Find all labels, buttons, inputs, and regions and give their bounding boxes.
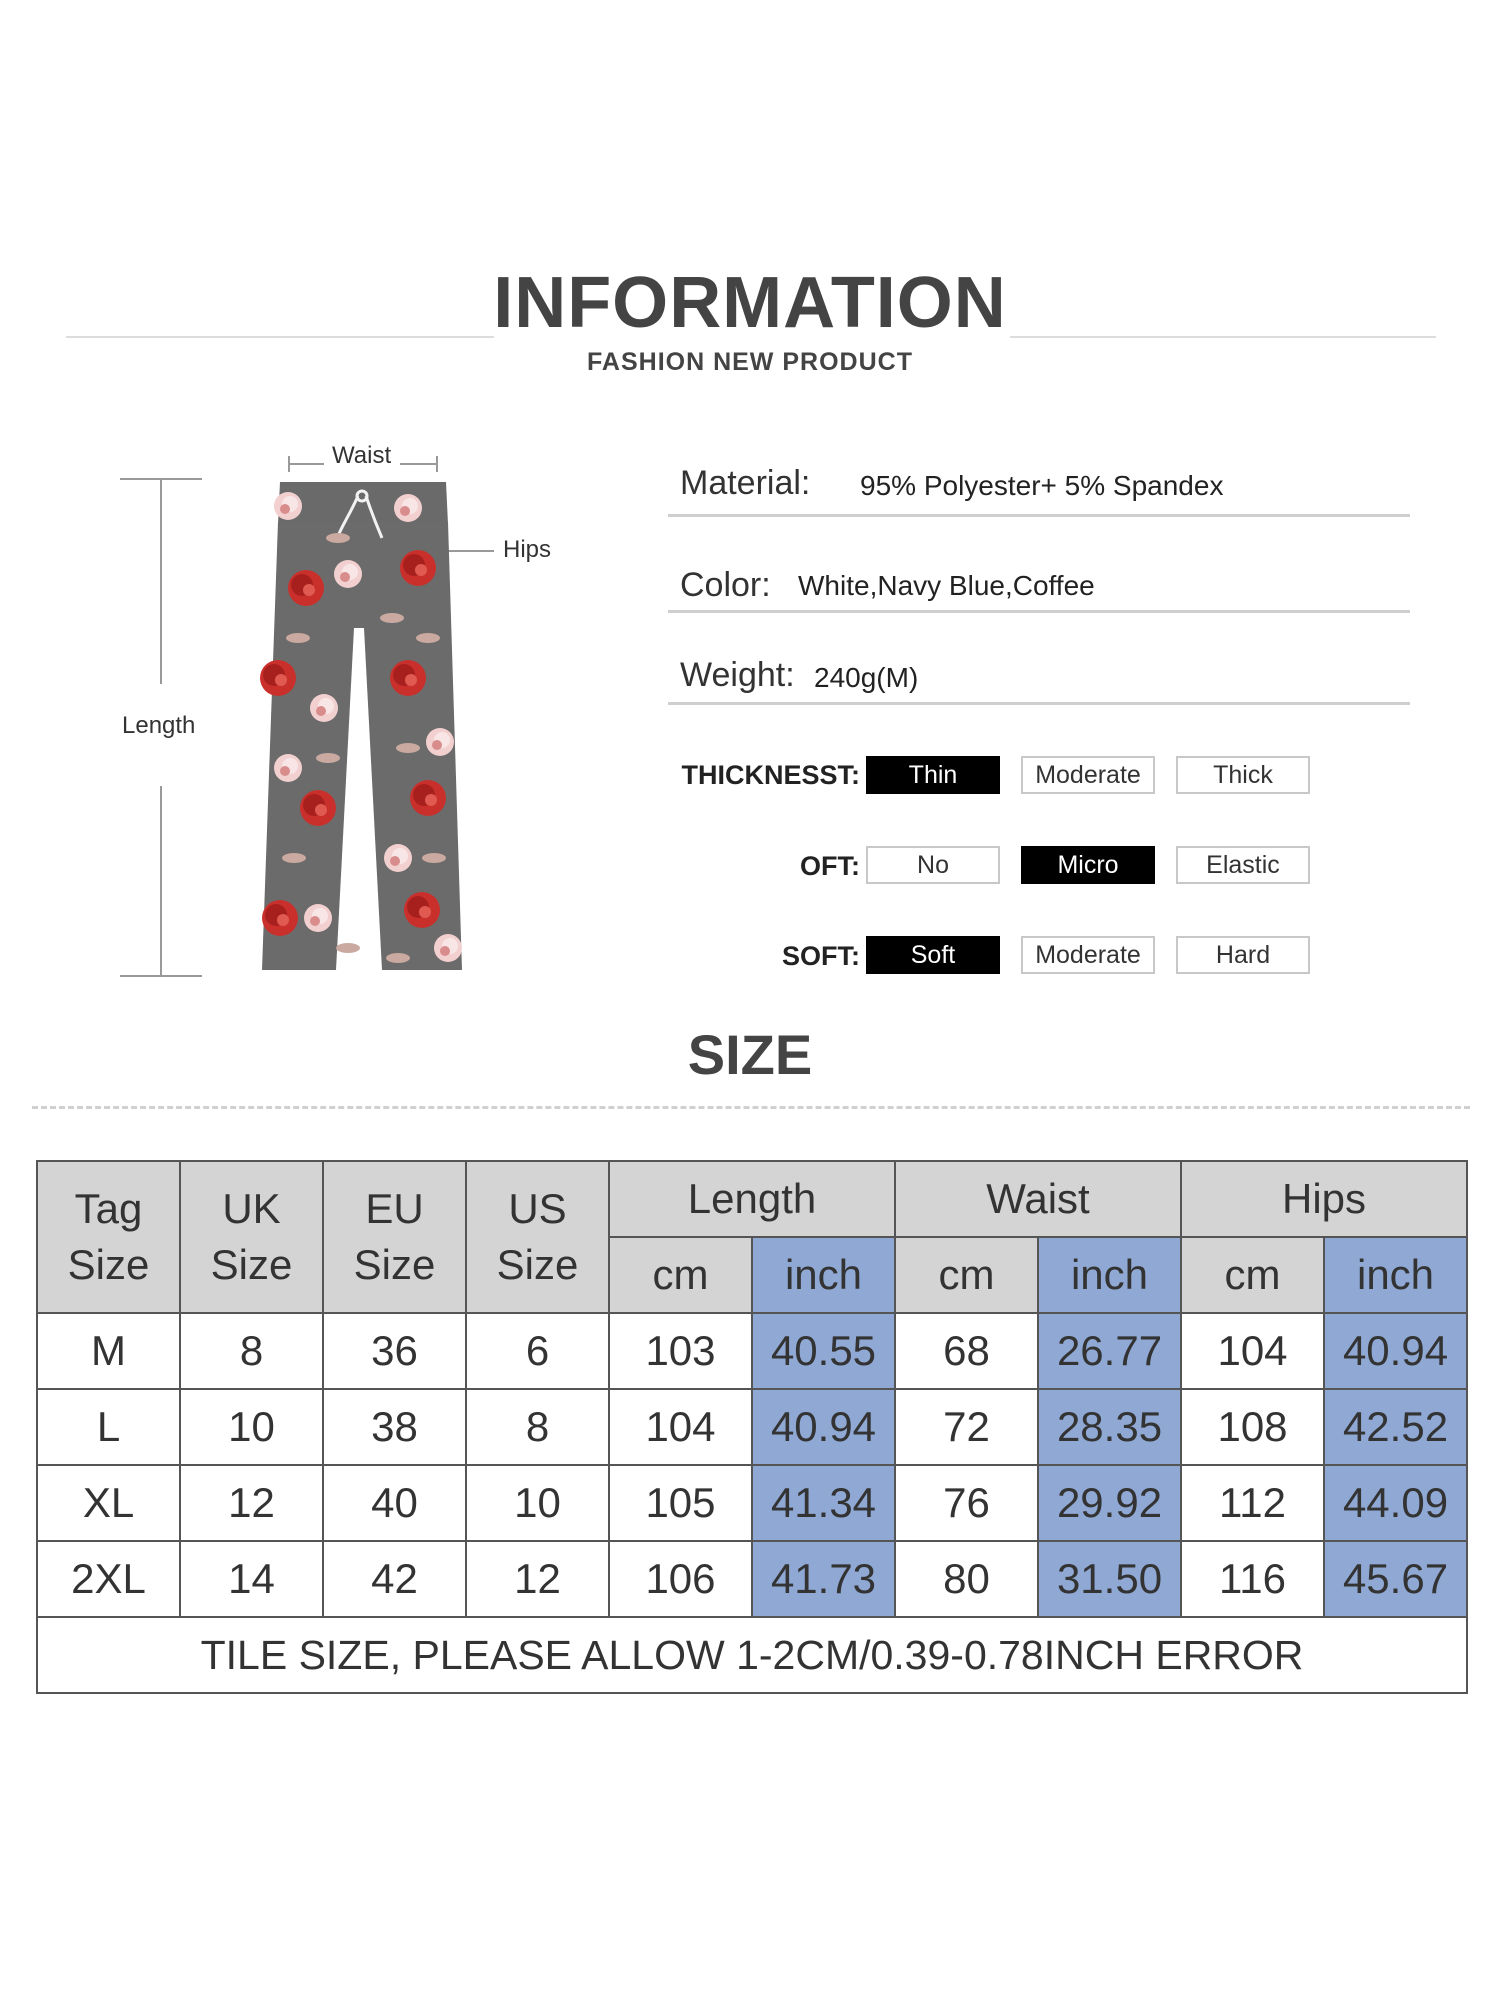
cell-hips-cm: 116	[1181, 1541, 1324, 1617]
subheader-length-inch: inch	[752, 1237, 895, 1313]
color-row	[668, 550, 1410, 613]
floral-pants-image	[258, 478, 468, 973]
size-table	[36, 1160, 1468, 1694]
header-eu-size	[323, 1161, 466, 1313]
cell-tag: M	[37, 1313, 180, 1389]
cell-waist-inch: 26.77	[1038, 1313, 1181, 1389]
cell-hips-cm: 104	[1181, 1313, 1324, 1389]
oft-no-option: No	[866, 846, 1000, 884]
header-uk-line1: UK	[222, 1185, 281, 1232]
cell-waist-inch: 28.35	[1038, 1389, 1181, 1465]
cell-length-inch: 40.55	[752, 1313, 895, 1389]
header-tag-line2: Size	[67, 1241, 150, 1288]
thickness-moderate-option: Moderate	[1021, 756, 1155, 794]
cell-tag: XL	[37, 1465, 180, 1541]
weight-label: Weight:	[680, 656, 795, 694]
soft-soft-option: Soft	[866, 936, 1000, 974]
cell-eu: 38	[323, 1389, 466, 1465]
thickness-thin-option: Thin	[866, 756, 1000, 794]
cell-waist-cm: 72	[895, 1389, 1038, 1465]
page-subtitle: FASHION NEW PRODUCT	[587, 348, 913, 376]
cell-hips-inch: 45.67	[1324, 1541, 1467, 1617]
cell-hips-inch: 44.09	[1324, 1465, 1467, 1541]
weight-value: 240g(M)	[814, 662, 919, 693]
subheader-hips-cm: cm	[1181, 1237, 1324, 1313]
table-header-row	[37, 1161, 1467, 1237]
waist-line-left	[288, 463, 324, 465]
cell-uk: 8	[180, 1313, 323, 1389]
thickness-thick-option: Thick	[1176, 756, 1310, 794]
cell-waist-cm: 68	[895, 1313, 1038, 1389]
header-eu-line2: Size	[353, 1241, 436, 1288]
oft-label: OFT:	[800, 851, 860, 881]
subheader-hips-inch: inch	[1324, 1237, 1467, 1313]
cell-waist-inch: 31.50	[1038, 1541, 1181, 1617]
cell-length-cm: 104	[609, 1389, 752, 1465]
length-line-bottom	[160, 786, 162, 976]
cell-us: 12	[466, 1541, 609, 1617]
cell-us: 10	[466, 1465, 609, 1541]
table-row	[37, 1313, 1467, 1389]
cell-hips-cm: 108	[1181, 1389, 1324, 1465]
header-us-line2: Size	[496, 1241, 579, 1288]
soft-hard-option: Hard	[1176, 936, 1310, 974]
cell-tag: L	[37, 1389, 180, 1465]
page-title: INFORMATION	[493, 263, 1007, 343]
cell-uk: 12	[180, 1465, 323, 1541]
length-line-top	[160, 480, 162, 684]
cell-us: 6	[466, 1313, 609, 1389]
cell-uk: 10	[180, 1389, 323, 1465]
cell-waist-cm: 76	[895, 1465, 1038, 1541]
subheader-waist-cm: cm	[895, 1237, 1038, 1313]
material-row	[668, 454, 1410, 517]
material-value: 95% Polyester+ 5% Spandex	[860, 470, 1224, 501]
cell-length-inch: 40.94	[752, 1389, 895, 1465]
header-waist: Waist	[895, 1161, 1181, 1237]
cell-length-cm: 103	[609, 1313, 752, 1389]
size-error-note: TILE SIZE, PLEASE ALLOW 1-2CM/0.39-0.78INCH ERROR	[37, 1617, 1467, 1693]
cell-us: 8	[466, 1389, 609, 1465]
table-row	[37, 1465, 1467, 1541]
hips-label: Hips	[503, 536, 552, 563]
table-row	[37, 1389, 1467, 1465]
header-tag-size	[37, 1161, 180, 1313]
header-length: Length	[609, 1161, 895, 1237]
header-tag-line1: Tag	[74, 1185, 143, 1232]
cell-length-cm: 106	[609, 1541, 752, 1617]
cell-length-inch: 41.73	[752, 1541, 895, 1617]
cell-waist-cm: 80	[895, 1541, 1038, 1617]
cell-length-inch: 41.34	[752, 1465, 895, 1541]
subheader-waist-inch: inch	[1038, 1237, 1181, 1313]
cell-tag: 2XL	[37, 1541, 180, 1617]
size-section-title: SIZE	[687, 1023, 813, 1086]
soft-label: SOFT:	[782, 941, 860, 971]
oft-elastic-option: Elastic	[1176, 846, 1310, 884]
cell-eu: 40	[323, 1465, 466, 1541]
subheader-length-cm: cm	[609, 1237, 752, 1313]
header-hips: Hips	[1181, 1161, 1467, 1237]
weight-row	[668, 642, 1410, 705]
oft-micro-option: Micro	[1021, 846, 1155, 884]
cell-uk: 14	[180, 1541, 323, 1617]
table-note-row	[37, 1617, 1467, 1693]
cell-hips-inch: 42.52	[1324, 1389, 1467, 1465]
waist-label: Waist	[332, 442, 392, 469]
header-us-size	[466, 1161, 609, 1313]
color-value: White,Navy Blue,Coffee	[798, 570, 1095, 601]
length-label: Length	[122, 712, 196, 739]
header-eu-line1: EU	[365, 1185, 424, 1232]
header-uk-line2: Size	[210, 1241, 293, 1288]
cell-hips-cm: 112	[1181, 1465, 1324, 1541]
waist-line-right	[400, 463, 438, 465]
thickness-label: THICKNESST:	[681, 760, 860, 790]
material-label: Material:	[680, 464, 811, 502]
cell-waist-inch: 29.92	[1038, 1465, 1181, 1541]
cell-hips-inch: 40.94	[1324, 1313, 1467, 1389]
cell-eu: 42	[323, 1541, 466, 1617]
size-divider	[32, 1106, 1470, 1109]
soft-moderate-option: Moderate	[1021, 936, 1155, 974]
header-uk-size	[180, 1161, 323, 1313]
cell-eu: 36	[323, 1313, 466, 1389]
header-us-line1: US	[508, 1185, 567, 1232]
color-label: Color:	[680, 566, 771, 604]
table-row	[37, 1541, 1467, 1617]
cell-length-cm: 105	[609, 1465, 752, 1541]
